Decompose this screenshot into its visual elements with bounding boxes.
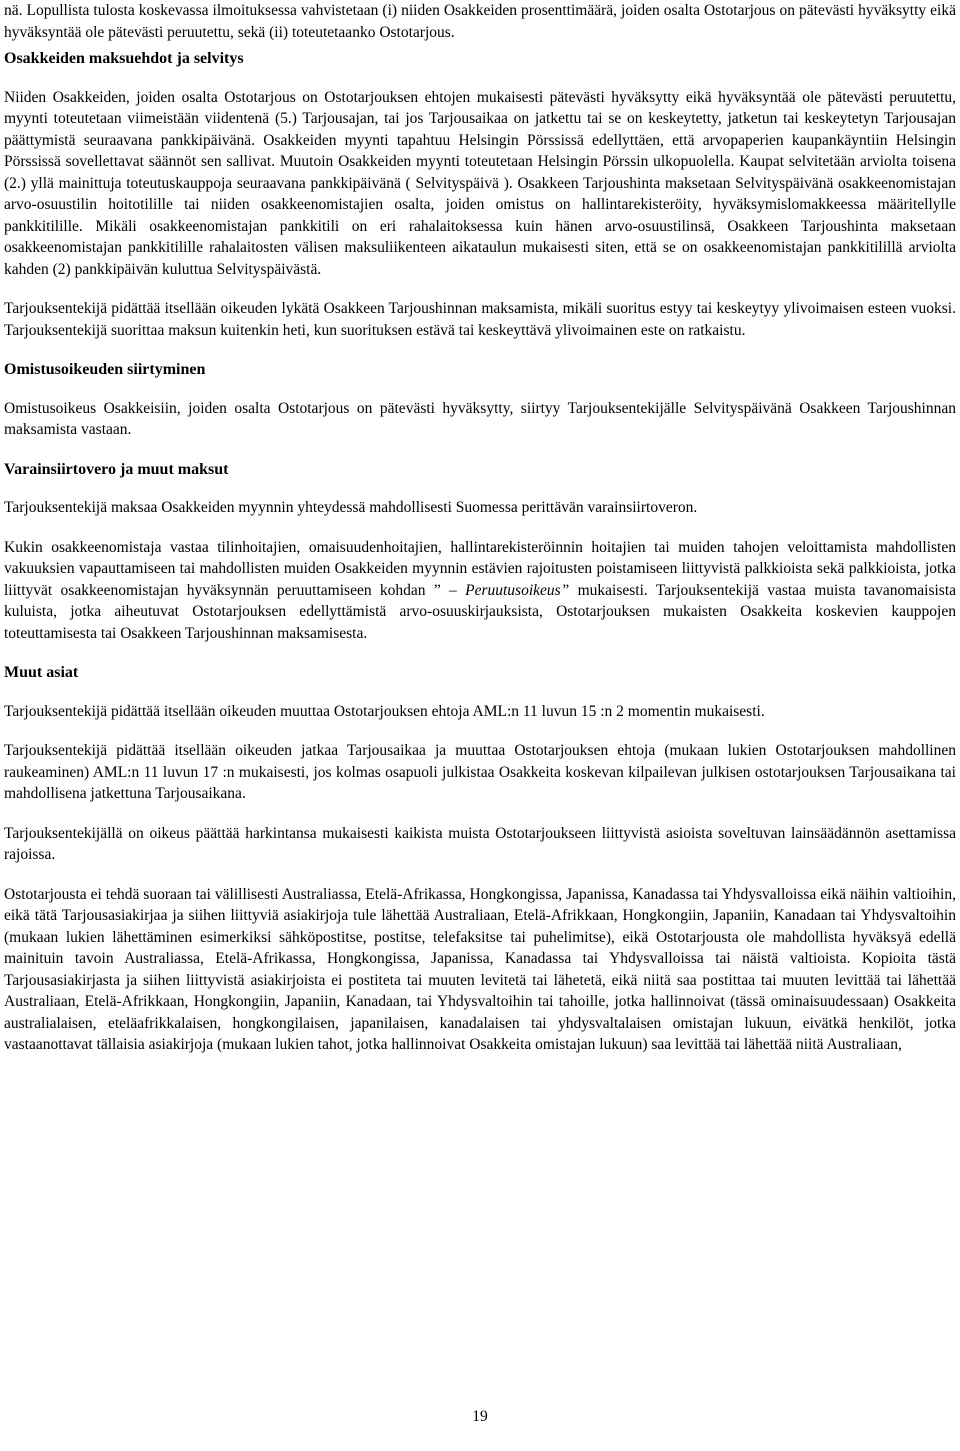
section-heading: Omistusoikeuden siirtyminen	[4, 361, 206, 378]
paragraph: Niiden Osakkeiden, joiden osalta Ostotarjous on Ostotarjouksen ehtojen mukaisesti pätevästi hyväksytty eikä hyväksyntää ole pätevästi peruutettu, myynti toteutetaan viimeistään viidentenä (5.) Tarjousajan, tai jos Tarjousaikaa on jatkettu tai se on keskeytetty, jatketun tai keskeytetyn Tarjousajan päättymistä seuraavana pankkipäivänä. Osakkeiden myynti tapahtuu Helsingin Pörssissä edellyttäen, että arvopaperien kaupankäyntiin Helsingin Pörssissä sovellettavat säännöt sen sallivat. Muutoin Osakkeiden myynti toteutetaan Helsingin Pörssin ulkopuolella. Kaupat selvitetään arviolta toisena (2.) yllä mainittuja toteutuskauppoja seuraavana pankkipäivänä ( Selvityspäivä ). Osakkeen Tarjoushinta maksetaan Selvityspäivänä osakkeenomistajan arvo-osuustilin hoitotilille tai niiden osakkeenomistajien osalta, joiden omistus on hallintarekisteröity, hyväksymislomakkeessa määritellylle pankkitilille. Mikäli osakkeenomistajan pankkitili on eri rahalaitoksessa kuin hänen arvo-osuustilinsä, Osakkeen Tarjoushinta maksetaan osakkeenomistajan pankkitilille rahalaitosten välisen maksuliikenteen aikataulun mukaisesti siten, että se on osakkeenomistajan pankkitilillä arviolta kahden (2) pankkipäivän kuluttua Selvityspäivästä.	[4, 88, 956, 278]
costs-text-before: Kukin osakkeenomistaja vastaa tilinhoitajien, omaisuudenhoitajien, hallintarekisteröinnin hoitajien tai muiden tahojen veloittamista mahdollisten vakuuksien vapauttamiseen tai mahdollisten muiden Osakkeiden myynnin estävien rajoitusten poistamiseen liittyvistä palkkioista sekä palkkioista, jotka liittyvät osakkeenomistajan hyväksynnän peruuttamiseen kohdan ”	[4, 538, 956, 599]
paragraph: Tarjouksentekijä pidättää itsellään oikeuden muuttaa Ostotarjouksen ehtoja AML:n 11 luvun 15 :n 2 momentin mukaisesti.	[4, 702, 765, 720]
costs-text-italic: – Peruutusoikeus”	[440, 581, 570, 599]
paragraph: Ostotarjousta ei tehdä suoraan tai välillisesti Australiassa, Etelä-Afrikassa, Hongkongissa, Japanissa, Kanadassa tai Yhdysvalloissa eikä näihin valtioihin, eikä tätä Tarjousasiakirjaa ja siihen liittyviä asiakirjoja tule lähettää Australiaan, Etelä-Afrikkaan, Hongkongiin, Japaniin, Kanadaan tai Yhdysvaltoihin (mukaan lukien lähettäminen esimerkiksi sähköpostitse, postitse, telefaksitse tai puhelimitse), eikä Ostotarjousta ole mahdollista hyväksyä edellä mainituin tavoin Australiassa, Etelä-Afrikassa, Hongkongissa, Japanissa, Kanadassa tai Yhdysvalloissa tai näistä valtioista. Kopioita tästä Tarjousasiakirjasta ja siihen liittyvistä asiakirjoista ei postiteta tai muuten levitetä tai lähetetä, eikä niitä saa postittaa tai muuten levittää tai lähettää Australiaan, Etelä-Afrikkaan, Hongkongiin, Japaniin, Kanadaan, tai Yhdysvaltoihin tai tahoille, jotka hallinnoivat (tässä ominaisuudessaan) Osakkeita australialaisen, eteläafrikkalaisen, hongkongilaisen, japanilaisen, kanadalaisen tai yhdysvaltalaisen omistajan lukuun, eivätkä henkilöt, jotka vastaanottavat tällaisia asiakirjoja (mukaan lukien tahot, jotka hallinnoivat Osakkeita omistajan lukuun) saa levittää tai lähettää niitä Australiaan,	[4, 885, 956, 1053]
costs-text-after: mukaisesti. Tarjouksentekijä vastaa muista tavanomaisista kuluista, jotka aiheutuvat Ostotarjouksen edellyttämistä arvo-osuuskirjauksista, Ostotarjouksen mukaisten Osakkeita koskevien kauppojen toteuttamisesta tai Osakkeen Tarjoushinnan maksamisesta.	[4, 581, 957, 642]
intro-paragraph: nä. Lopullista tulosta koskevassa ilmoituksessa vahvistetaan (i) niiden Osakkeiden prosenttimäärä, joiden osalta Ostotarjous on pätevästi hyväksytty eikä hyväksyntää ole pätevästi peruutettu, sekä (ii) toteutetaanko Ostotarjous.	[4, 2, 956, 41]
page-number: 19	[472, 1408, 488, 1425]
section-payment-terms	[4, 48, 956, 341]
section-heading: Muut asiat	[4, 664, 79, 681]
section-heading: Varainsiirtovero ja muut maksut	[4, 460, 229, 478]
section-ownership-transfer	[4, 359, 956, 441]
paragraph: Tarjouksentekijä pidättää itsellään oikeuden jatkaa Tarjousaikaa ja muuttaa Ostotarjouksen ehtoja (mukaan lukien Ostotarjouksen mahdollinen raukeaminen) AML:n 11 luvun 17 :n mukaisesti, jos kolmas osapuoli julkistaa Osakkeita koskevan kilpailevan julkisen ostotarjouksen Tarjousaikana tai mahdollisena jatkettuna Tarjousaikana.	[4, 742, 956, 802]
section-other-matters	[4, 662, 956, 1056]
paragraph: Tarjouksentekijällä on oikeus päättää harkintansa mukaisesti kaikista muista Ostotarjoukseen liittyvistä asioista soveltuvan lainsäädännön asettamissa rajoissa.	[4, 824, 956, 863]
section-transfer-tax	[4, 459, 956, 645]
paragraph: Tarjouksentekijä maksaa Osakkeiden myynnin yhteydessä mahdollisesti Suomessa perittävän varainsiirtoveron.	[4, 499, 698, 516]
paragraph: Omistusoikeus Osakkeisiin, joiden osalta Ostotarjous on pätevästi hyväksytty, siirtyy Tarjouksentekijälle Selvityspäivänä Osakkeen Tarjoushinnan maksamista vastaan.	[4, 399, 956, 438]
paragraph: Tarjouksentekijä pidättää itsellään oikeuden lykätä Osakkeen Tarjoushinnan maksamista, mikäli suoritus estyy tai keskeytyy ylivoimaisen esteen vuoksi. Tarjouksentekijä suorittaa maksun kuitenkin heti, kun suorituksen estävä tai keskeyttävä ylivoimainen este on ratkaistu.	[4, 300, 956, 339]
section-heading: Osakkeiden maksuehdot ja selvitys	[4, 50, 244, 67]
document-page	[4, 0, 956, 1074]
paragraph-costs	[4, 537, 956, 645]
